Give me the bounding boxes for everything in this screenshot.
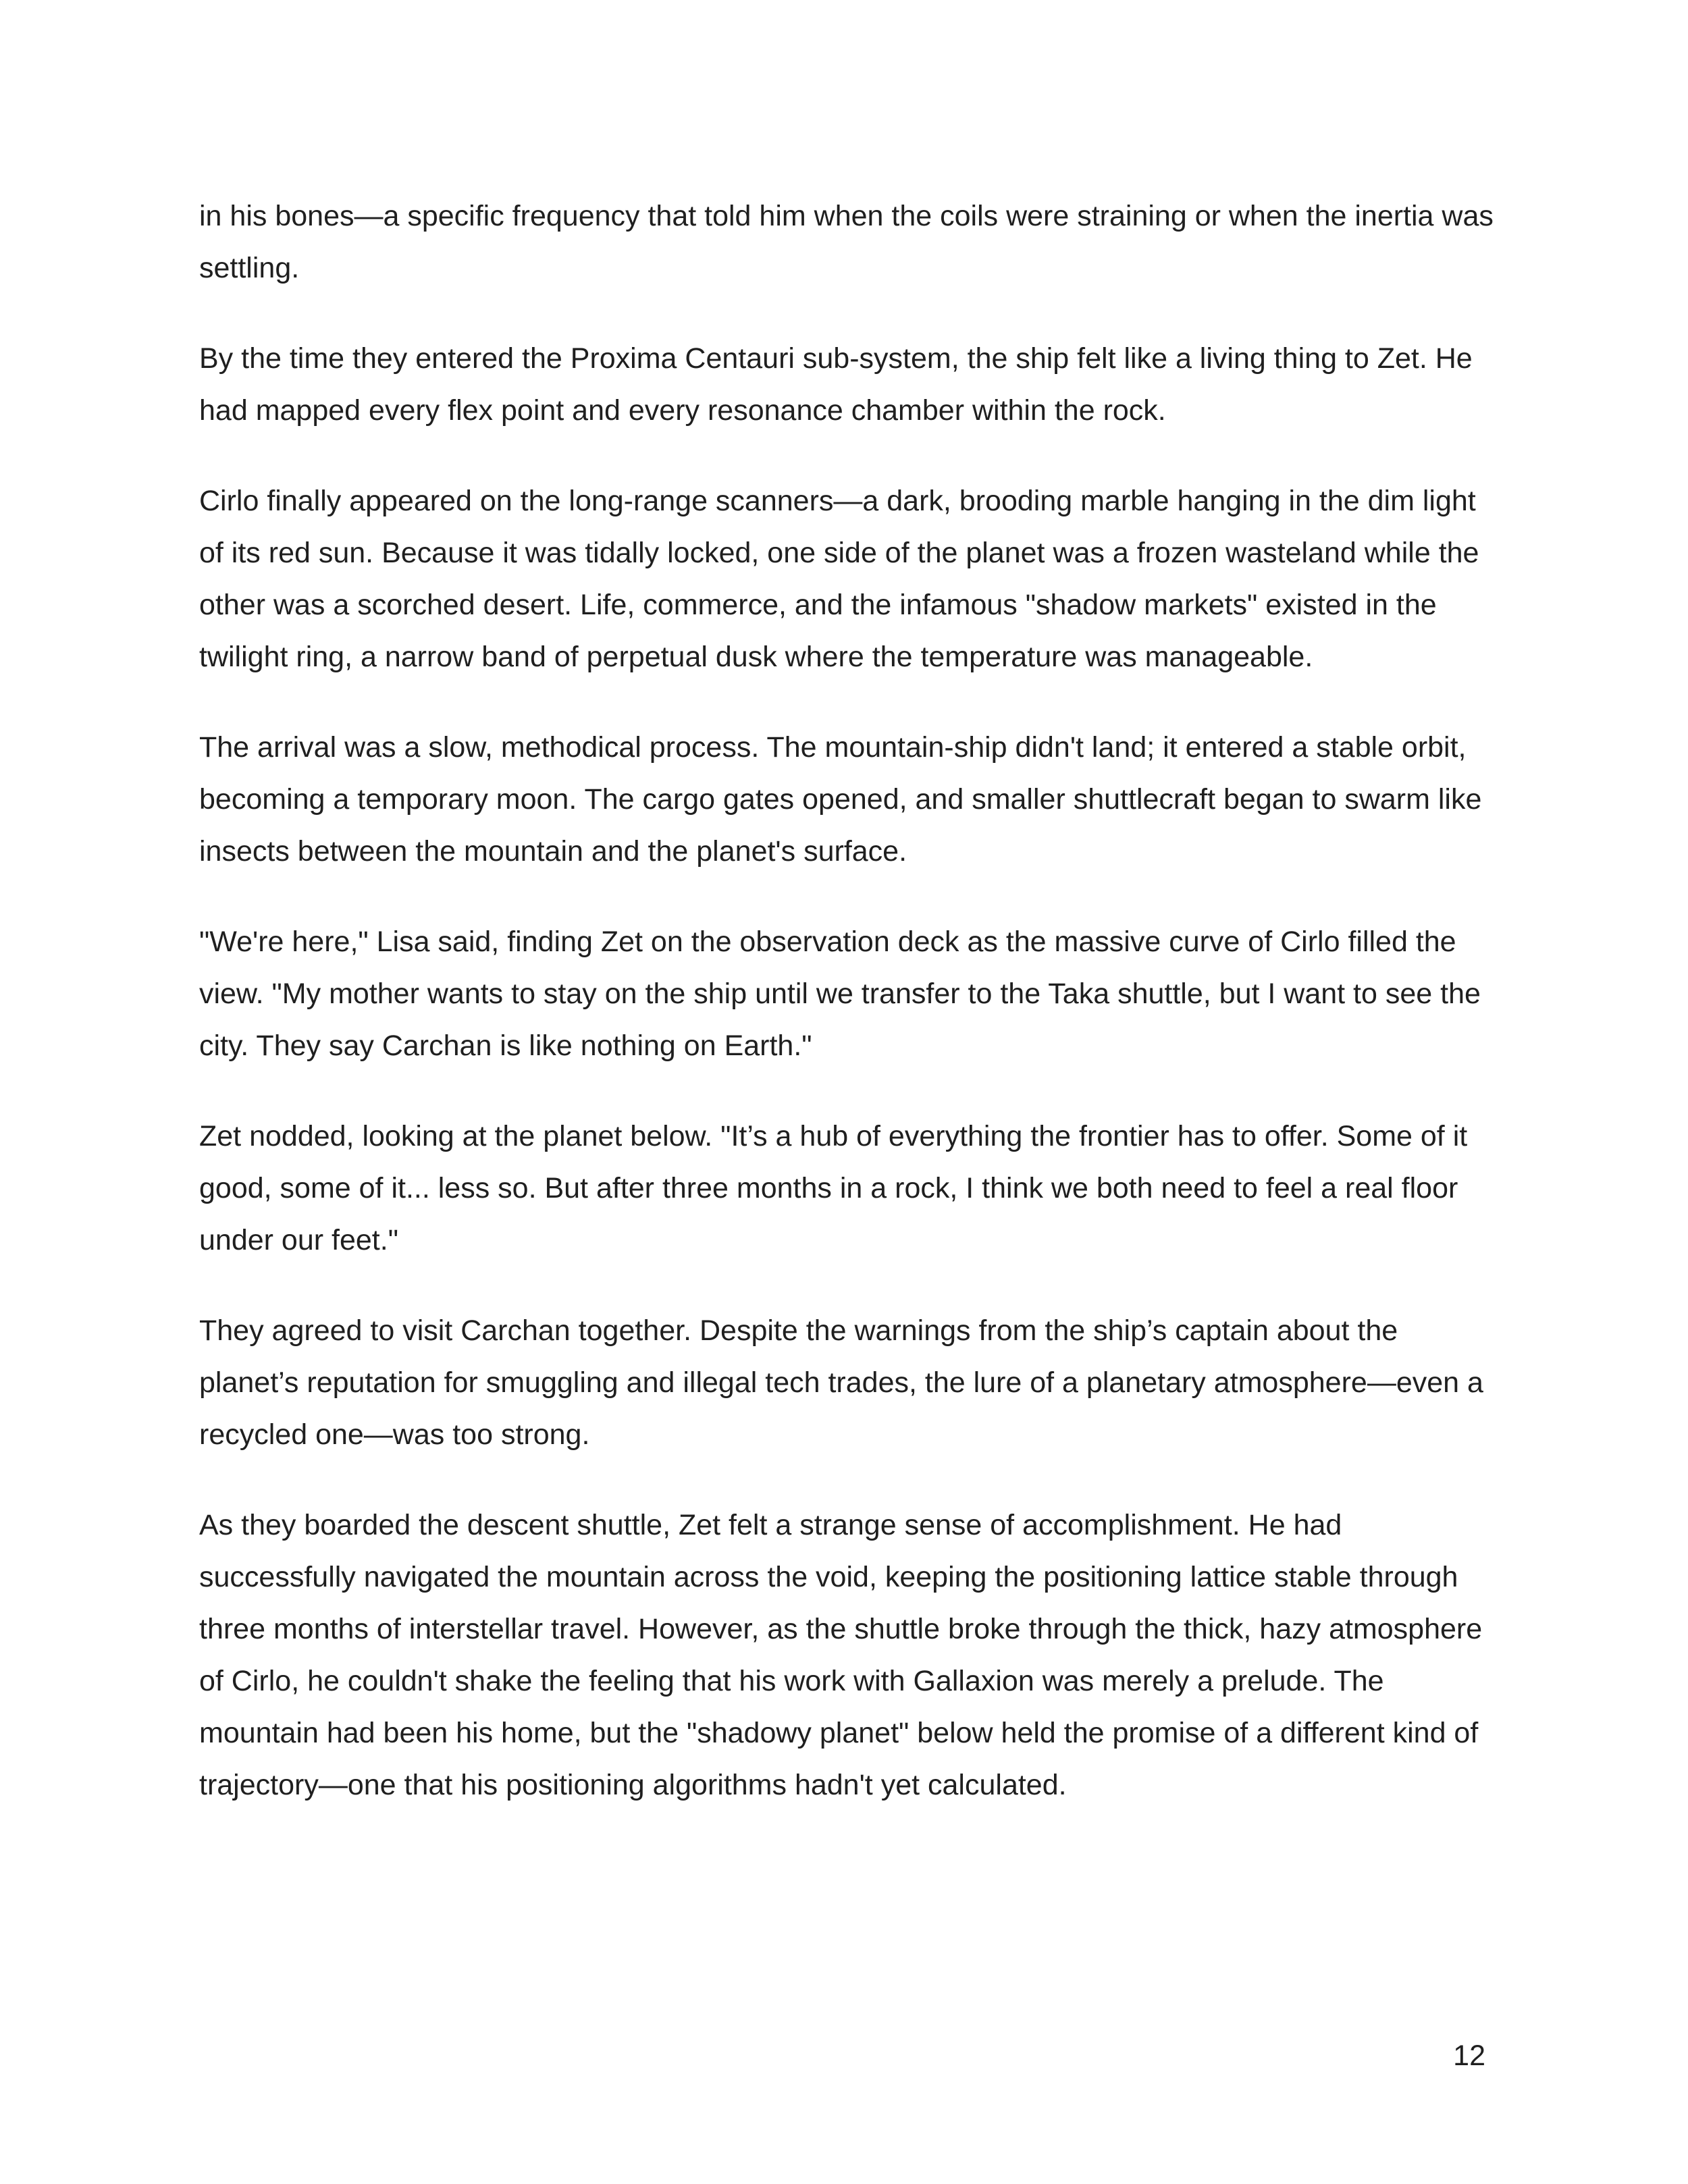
body-text <box>199 190 1502 1850</box>
paragraph: As they boarded the descent shuttle, Zet felt a strange sense of accomplishment. He had successfully navigated the mountain across the void, keeping the positioning lattice stable through three months of interstellar travel. However, as the shuttle broke through the thick, hazy atmosphere of Cirlo, he couldn't shake the feeling that his work with Gallaxion was merely a prelude. The mountain had been his home, but the "shadowy planet" below held the promise of a different kind of trajectory—one that his positioning algorithms hadn't yet calculated. <box>199 1509 1483 1801</box>
paragraph: By the time they entered the Proxima Centauri sub-system, the ship felt like a living thing to Zet. He had mapped every flex point and every resonance chamber within the rock. <box>199 342 1473 427</box>
paragraph: The arrival was a slow, methodical process. The mountain-ship didn't land; it entered a stable orbit, becoming a temporary moon. The cargo gates opened, and smaller shuttlecraft began to swarm like insects between the mountain and the planet's surface. <box>199 731 1482 868</box>
paragraph: "We're here," Lisa said, finding Zet on the observation deck as the massive curve of Cirlo filled the view. "My mother wants to stay on the ship until we transfer to the Taka shuttle, but I want to see the city. They say Carchan is like nothing on Earth." <box>199 926 1481 1062</box>
paragraph: Zet nodded, looking at the planet below. "It’s a hub of everything the frontier has to offer. Some of it good, some of it... less so. But after three months in a rock, I think we both need to feel a real floor under our feet." <box>199 1120 1468 1256</box>
page-number: 12 <box>1453 2040 1485 2072</box>
paragraph: Cirlo finally appeared on the long-range scanners—a dark, brooding marble hanging in the dim light of its red sun. Because it was tidally locked, one side of the planet was a frozen wasteland while the other was a scorched desert. Life, commerce, and the infamous "shadow markets" existed in the twilight ring, a narrow band of perpetual dusk where the temperature was manageable. <box>199 485 1479 673</box>
paragraph: They agreed to visit Carchan together. Despite the warnings from the ship’s captain about the planet’s reputation for smuggling and illegal tech trades, the lure of a planetary atmosphere—even a recycled one—was too strong. <box>199 1314 1483 1451</box>
paragraph: in his bones—a specific frequency that told him when the coils were straining or when the inertia was settling. <box>199 200 1494 284</box>
